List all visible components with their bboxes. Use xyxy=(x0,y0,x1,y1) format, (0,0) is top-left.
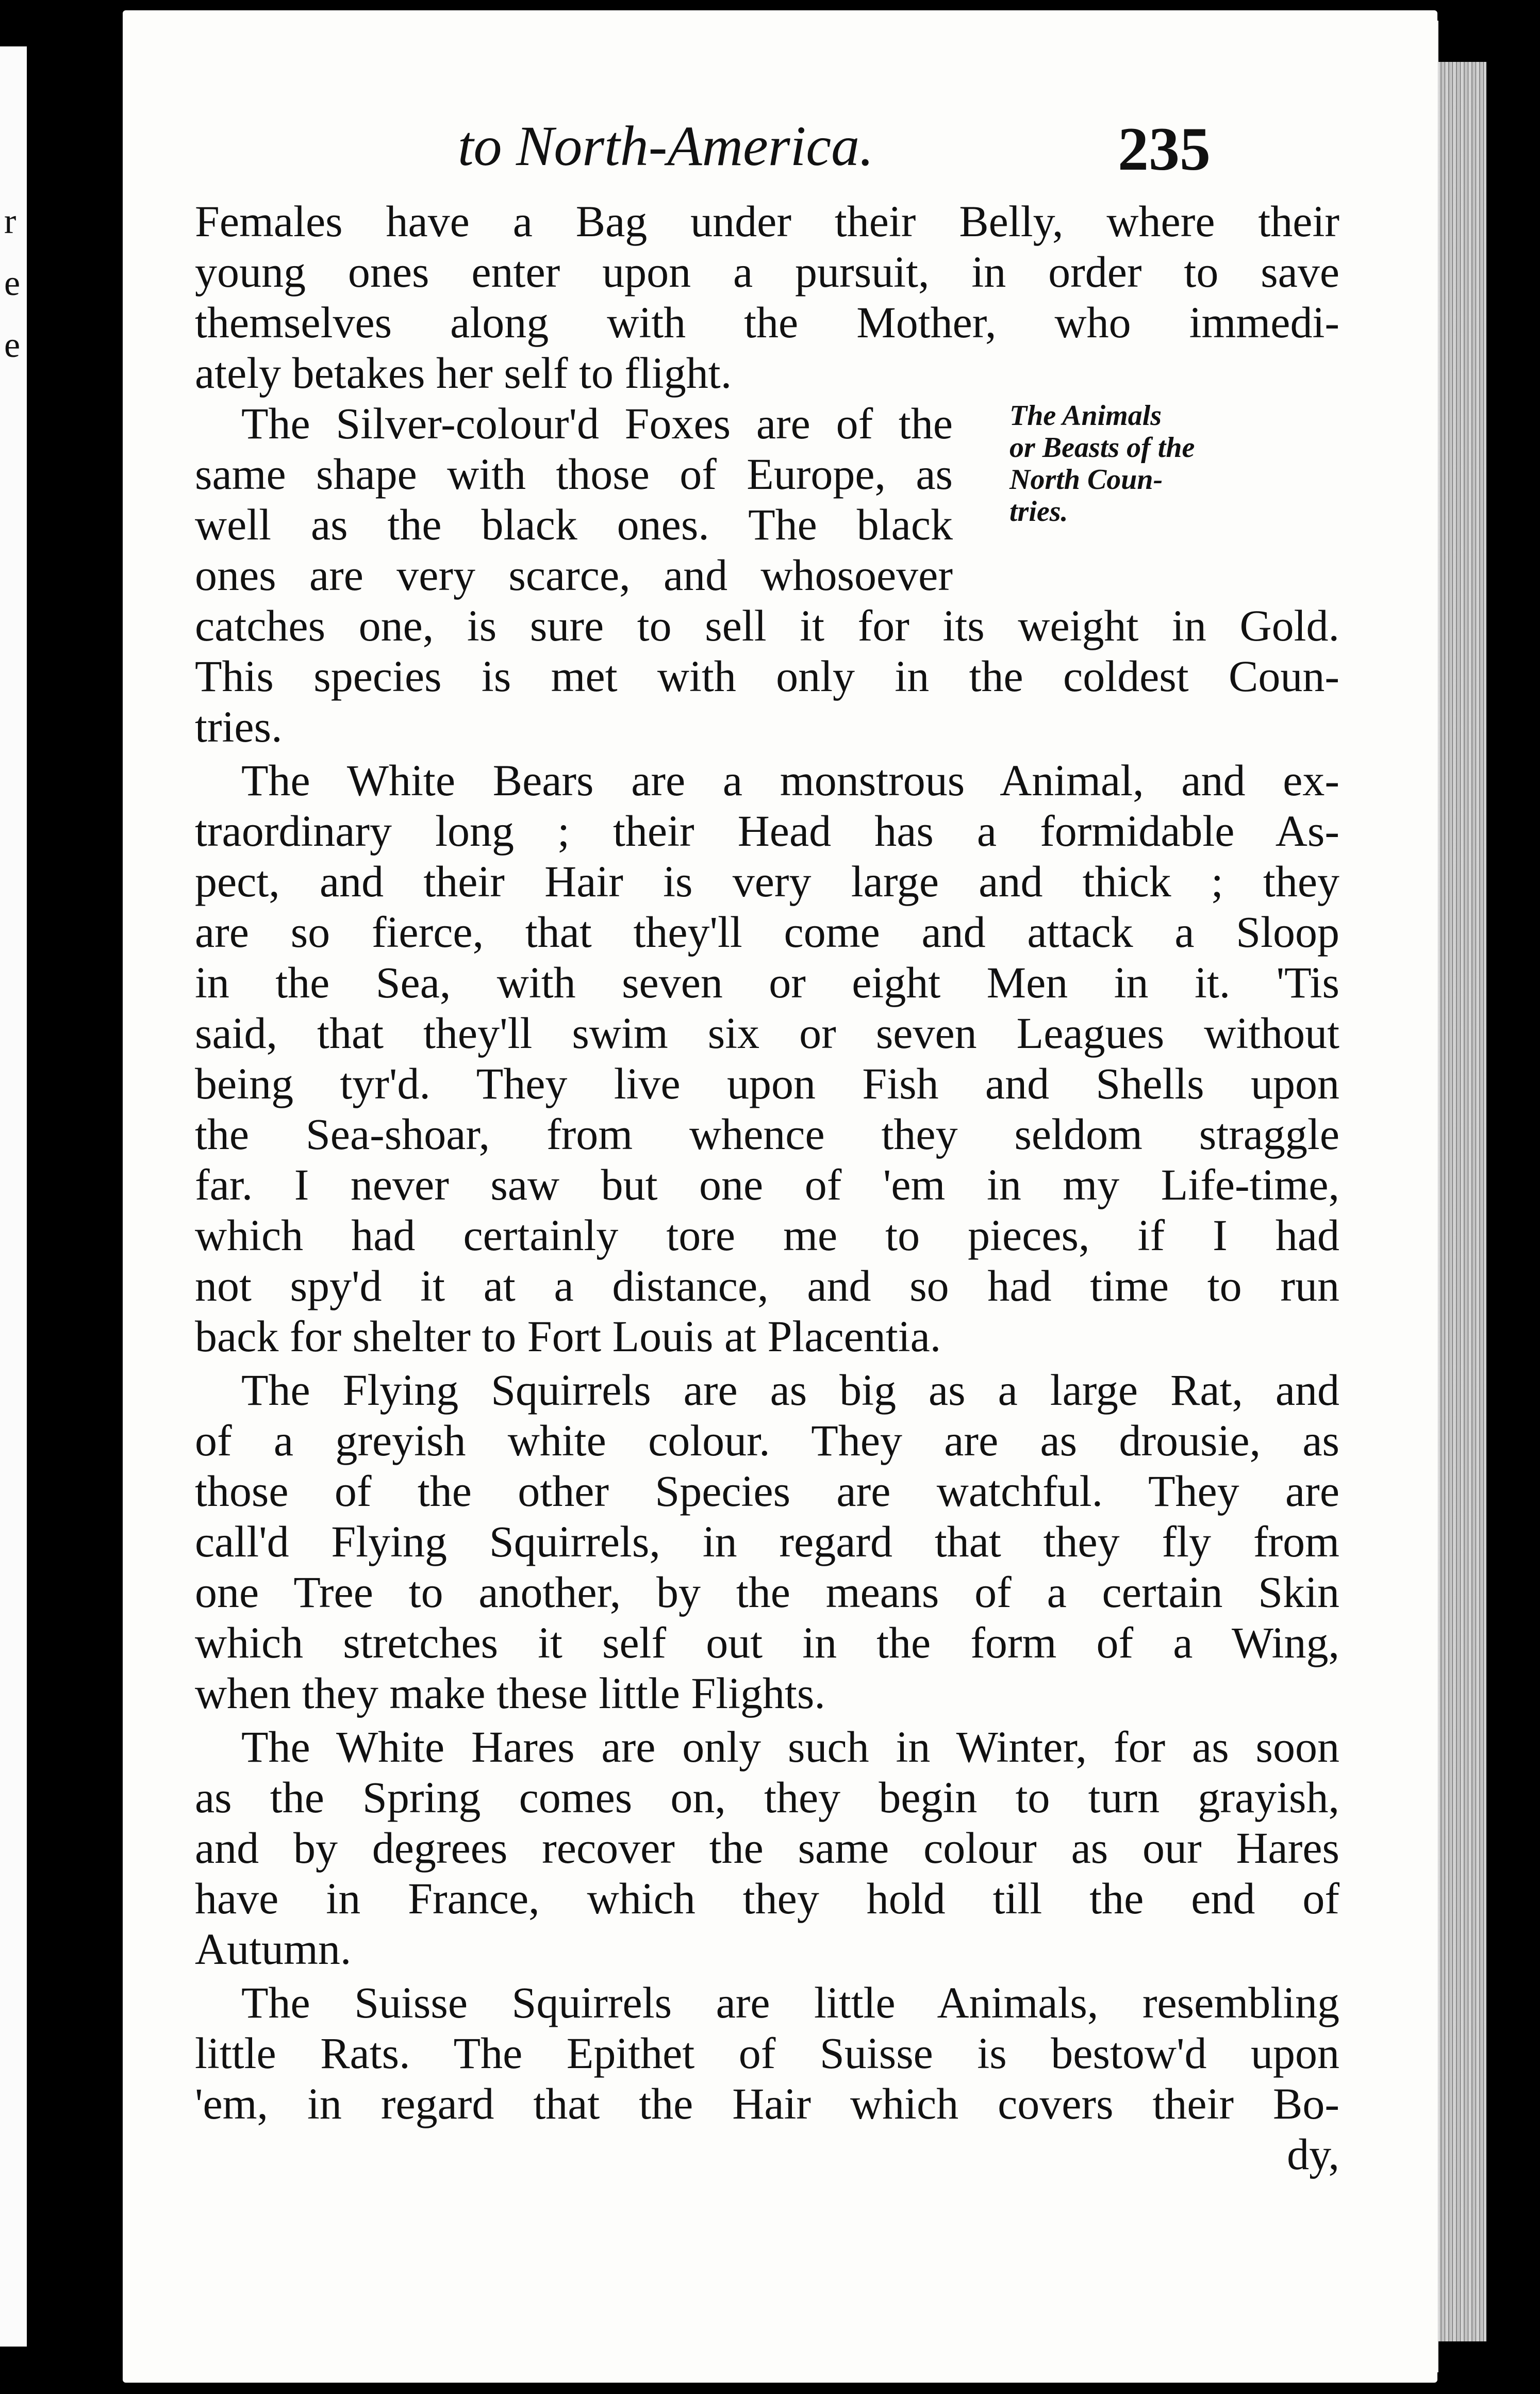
text-line: being tyr'd. They live upon Fish and Shells upon xyxy=(195,1059,1339,1108)
text-line: back for shelter to Fort Louis at Placentia. xyxy=(195,1311,941,1361)
text-line: little Rats. The Epithet of Suisse is bestow'd upon xyxy=(195,2028,1339,2078)
text-line: The White Bears are a monstrous Animal, and ex- xyxy=(241,756,1339,805)
text-line: those of the other Species are watchful. They are xyxy=(195,1466,1339,1516)
page-number: 235 xyxy=(1118,114,1211,183)
text-line: and by degrees recover the same colour as our Hares xyxy=(195,1823,1339,1873)
text-line: 'em, in regard that the Hair which covers their Bo- xyxy=(195,2079,1339,2128)
adjacent-page-fragment: r xyxy=(4,202,16,241)
marginal-note-line: or Beasts of the xyxy=(1009,432,1195,464)
adjacent-page-fragment: e xyxy=(4,264,21,303)
text-line: The Suisse Squirrels are little Animals, resembling xyxy=(241,1978,1339,2027)
text-line: ately betakes her self to flight. xyxy=(195,348,732,398)
text-line: when they make these little Flights. xyxy=(195,1668,825,1718)
text-line: themselves along with the Mother, who immedi- xyxy=(195,298,1339,347)
text-line: young ones enter upon a pursuit, in order to save xyxy=(195,247,1339,297)
text-line: The White Hares are only such in Winter, for as soon xyxy=(241,1722,1339,1772)
text-line: are so fierce, that they'll come and attack a Sloop xyxy=(195,907,1339,957)
text-line: which had certainly tore me to pieces, if I had xyxy=(195,1210,1339,1260)
marginal-note-line: North Coun- xyxy=(1009,464,1163,496)
text-line: of a greyish white colour. They are as drousie, as xyxy=(195,1416,1339,1465)
catchword: dy, xyxy=(1287,2129,1339,2179)
text-line: have in France, which they hold till the end of xyxy=(195,1874,1339,1923)
marginal-note-line: The Animals xyxy=(1009,400,1162,432)
text-line: one Tree to another, by the means of a certain Skin xyxy=(195,1567,1339,1617)
text-line: tries. xyxy=(195,702,283,751)
text-line: pect, and their Hair is very large and thick ; they xyxy=(195,857,1339,906)
text-line: The Flying Squirrels are as big as a large Rat, and xyxy=(241,1365,1339,1415)
book-page xyxy=(123,10,1437,2383)
text-line: far. I never saw but one of 'em in my Life-time, xyxy=(195,1160,1339,1209)
marginal-note-line: tries. xyxy=(1009,496,1068,528)
text-line: in the Sea, with seven or eight Men in it. 'Tis xyxy=(195,958,1339,1007)
text-line: Autumn. xyxy=(195,1924,352,1974)
text-line: The Silver-colour'd Foxes are of the xyxy=(241,399,953,448)
text-line: This species is met with only in the coldest Coun- xyxy=(195,651,1339,701)
page-stack-edge xyxy=(1437,62,1486,2341)
page-header xyxy=(123,113,1437,191)
adjacent-page-edge xyxy=(0,46,27,2347)
text-line: well as the black ones. The black xyxy=(195,500,953,549)
running-head: to North-America. xyxy=(458,114,874,177)
text-line: same shape with those of Europe, as xyxy=(195,449,953,499)
text-line: call'd Flying Squirrels, in regard that they fly from xyxy=(195,1517,1339,1566)
text-line: the Sea-shoar, from whence they seldom straggle xyxy=(195,1109,1339,1159)
text-line: as the Spring comes on, they begin to turn grayish, xyxy=(195,1773,1339,1822)
body-text xyxy=(195,196,1339,2179)
text-line: catches one, is sure to sell it for its weight in Gold. xyxy=(195,601,1339,650)
adjacent-page-fragment: e xyxy=(4,325,21,365)
text-line: traordinary long ; their Head has a formidable As- xyxy=(195,806,1339,856)
text-line: ones are very scarce, and whosoever xyxy=(195,550,953,600)
text-line: said, that they'll swim six or seven Leagues without xyxy=(195,1008,1339,1058)
text-line: Females have a Bag under their Belly, where their xyxy=(195,196,1339,246)
text-line: which stretches it self out in the form of a Wing, xyxy=(195,1618,1339,1667)
text-line: not spy'd it at a distance, and so had time to run xyxy=(195,1261,1339,1310)
